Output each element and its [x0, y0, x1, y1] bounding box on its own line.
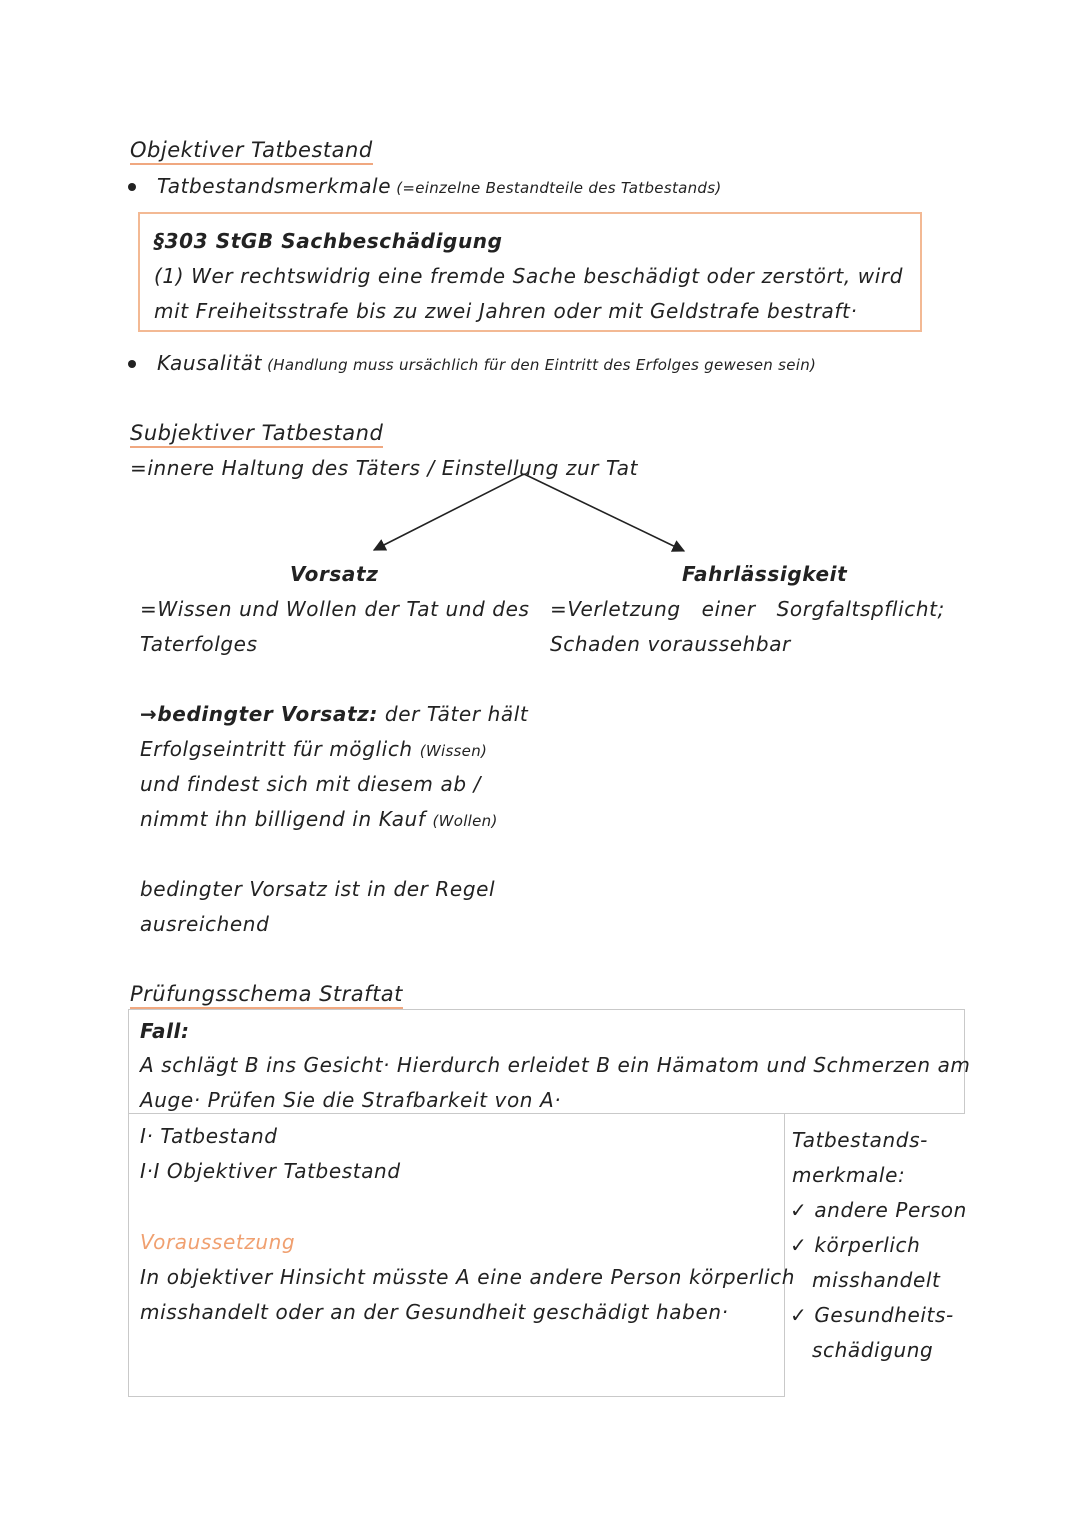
check-icon: ✓: [790, 1233, 808, 1257]
bullet-tatbestandsmerkmale: Tatbestandsmerkmale (=einzelne Bestandteile des Tatbestands): [157, 174, 722, 198]
side-item-gesundheits: ✓ Gesundheits-: [790, 1303, 954, 1327]
fall-line-1: A schlägt B ins Gesicht· Hierdurch erleidet B ein Hämatom und Schmerzen am: [140, 1053, 971, 1077]
branch-arrows: [0, 0, 1080, 600]
pruefung-main-box: [128, 1114, 785, 1397]
voraussetzung-label: Voraussetzung: [140, 1230, 296, 1254]
fall-line-2: Auge· Prüfen Sie die Strafbarkeit von A·: [140, 1088, 562, 1112]
arrow-to-fahrlaessigkeit: [524, 474, 684, 551]
fahrlaessigkeit-def-2: Schaden voraussehbar: [550, 632, 791, 656]
law-title: §303 StGB Sachbeschädigung: [154, 229, 503, 253]
arrow-right-icon: →: [140, 702, 158, 726]
bedingter-vorsatz-line-2: Erfolgseintritt für möglich (Wissen): [140, 737, 488, 761]
law-line-1: (1) Wer rechtswidrig eine fremde Sache beschädigt oder zerstört, wird: [154, 264, 903, 288]
check-icon: ✓: [790, 1303, 808, 1327]
bedingter-vorsatz-line-1: →bedingter Vorsatz: der Täter hält: [140, 702, 529, 726]
heading-subjektiver-tatbestand: Subjektiver Tatbestand: [130, 421, 383, 448]
side-title-1: Tatbestands-: [792, 1128, 928, 1152]
heading-pruefungsschema: Prüfungsschema Straftat: [130, 982, 403, 1009]
regel-line-2: ausreichend: [140, 912, 270, 936]
subjektiv-definition: =innere Haltung des Täters / Einstellung zur Tat: [130, 456, 639, 480]
law-line-2: mit Freiheitsstrafe bis zu zwei Jahren oder mit Geldstrafe bestraft·: [154, 299, 858, 323]
tatbestand-label: I· Tatbestand: [140, 1124, 278, 1148]
vorsatz-title: Vorsatz: [290, 562, 379, 586]
objektiver-tatbestand-label: I·I Objektiver Tatbestand: [140, 1159, 401, 1183]
side-item-koerperlich: ✓ körperlich: [790, 1233, 921, 1257]
bedingter-vorsatz-line-4: nimmt ihn billigend in Kauf (Wollen): [140, 807, 498, 831]
side-title-2: merkmale:: [792, 1163, 906, 1187]
side-item-misshandelt: misshandelt: [812, 1268, 941, 1292]
arrow-to-vorsatz: [374, 474, 524, 550]
bullet-kausalitaet: Kausalität (Handlung muss ursächlich für den Eintritt des Erfolges gewesen sein): [157, 351, 817, 375]
voraussetzung-line-1: In objektiver Hinsicht müsste A eine andere Person körperlich: [140, 1265, 796, 1289]
voraussetzung-line-2: misshandelt oder an der Gesundheit geschädigt haben·: [140, 1300, 729, 1324]
side-item-schaedigung: schädigung: [812, 1338, 934, 1362]
vorsatz-def-1: =Wissen und Wollen der Tat und des: [140, 597, 530, 621]
side-item-andere-person: ✓ andere Person: [790, 1198, 967, 1222]
vorsatz-def-2: Taterfolges: [140, 632, 258, 656]
fall-label: Fall:: [140, 1019, 190, 1043]
regel-line-1: bedingter Vorsatz ist in der Regel: [140, 877, 496, 901]
bedingter-vorsatz-line-3: und findest sich mit diesem ab /: [140, 772, 481, 796]
heading-objektiver-tatbestand: Objektiver Tatbestand: [130, 138, 373, 165]
fahrlaessigkeit-def-1: =Verletzung einer Sorgfaltspflicht;: [550, 597, 945, 621]
fahrlaessigkeit-title: Fahrlässigkeit: [682, 562, 848, 586]
check-icon: ✓: [790, 1198, 808, 1222]
